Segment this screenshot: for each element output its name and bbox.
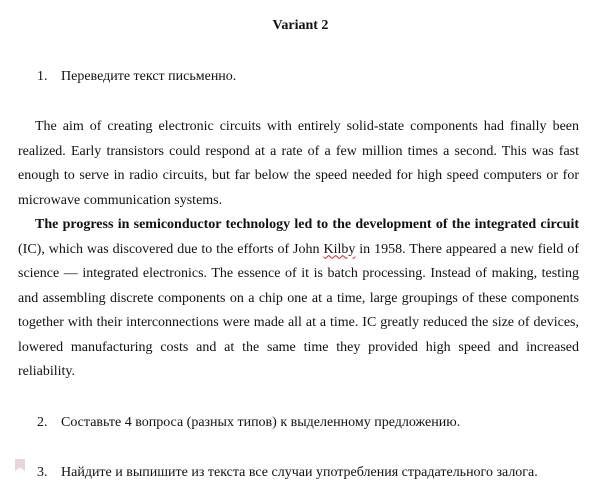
task-text: Переведите текст письменно. <box>61 69 237 84</box>
task-2 <box>37 415 460 431</box>
bookmark-icon <box>14 458 26 472</box>
task-1 <box>37 69 236 85</box>
paragraph-2-text-a: (IC), which was discovered due to the efforts of John <box>18 241 324 257</box>
task-number: 1. <box>37 69 48 84</box>
task-number: 2. <box>37 415 48 430</box>
highlighted-sentence: The progress in semiconductor technology led to the development of the integrated circuit <box>35 217 579 232</box>
page-title: Variant 2 <box>272 18 329 33</box>
task-text: Найдите и выпишите из текста все случаи употребления страдательного залога. <box>61 465 538 480</box>
task-text: Составьте 4 вопроса (разных типов) к выделенному предложению. <box>61 415 461 430</box>
paragraph-2 <box>18 213 579 385</box>
paragraph-1: The aim of creating electronic circuits with entirely solid-state components had finally been realized. Early transistors could respond at a rate of a few million times a second. This was fast enough to serve in radio circuits, but far below the speed needed for high speed computers or for microwave communication systems. <box>18 119 579 208</box>
spellcheck-word: Kilby <box>323 241 356 257</box>
task-3 <box>37 465 538 481</box>
paragraph-2-text-b: in 1958. There appeared a new field of science — integrated electronics. The essence of it is batch processing. Instead of making, testing and assembling discrete components on a chip one at a time, large groupings of these components together with their interconnections were made all at a time. IC greatly reduced the size of devices, lowered manufacturing costs and at the same time they provided high speed and increased reliability. <box>18 241 580 379</box>
task-number: 3. <box>37 465 48 480</box>
